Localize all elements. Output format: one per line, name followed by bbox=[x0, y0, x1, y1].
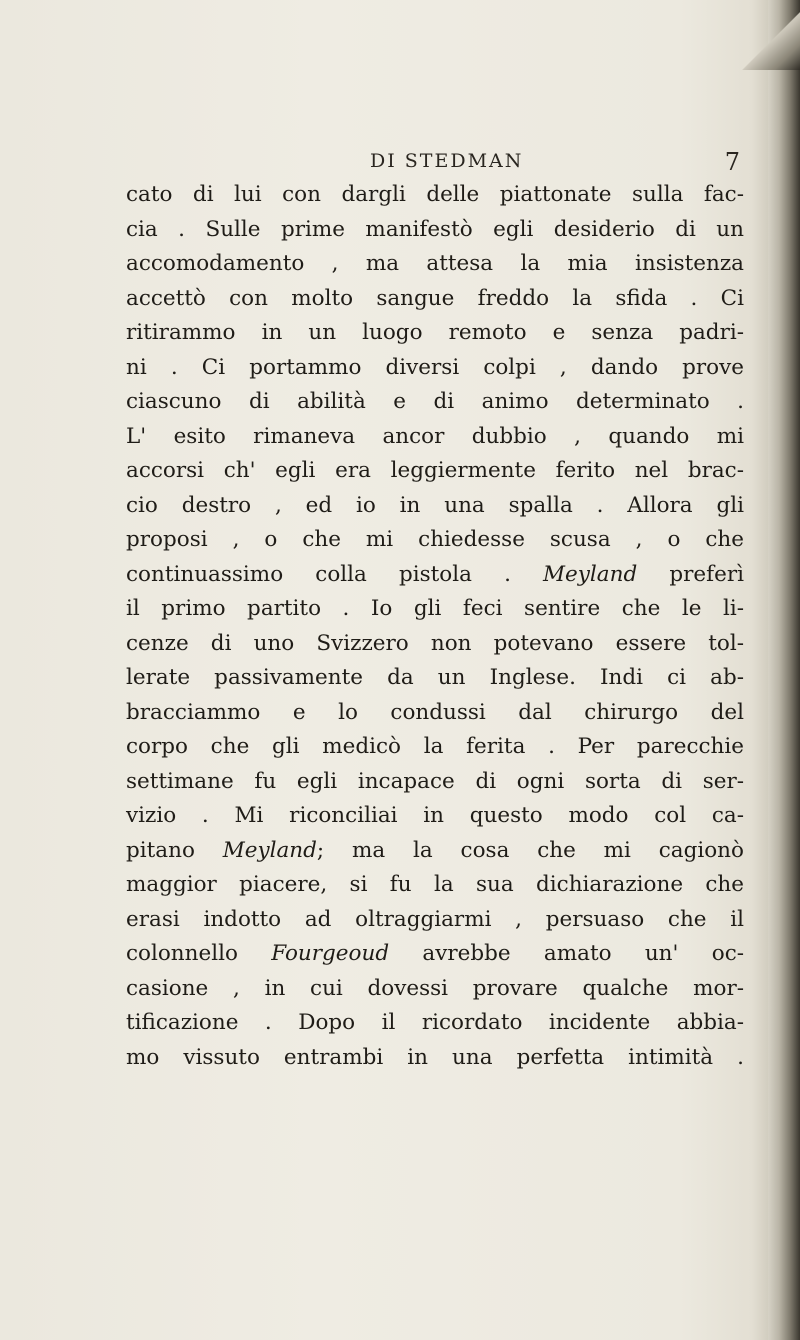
text-line: settimane fu egli incapace di ogni sorta di ser- bbox=[126, 768, 744, 794]
italic-name: Meyland bbox=[222, 837, 317, 863]
text-line: ciascuno di abilità e di animo determinato . bbox=[126, 389, 744, 414]
italic-name: Fourgeoud bbox=[271, 941, 390, 966]
text-line: corpo che gli medicò la ferita . Per parecchie bbox=[126, 734, 744, 759]
text-line: L' esito rimaneva ancor dubbio , quando mi bbox=[126, 423, 744, 449]
text-line: erasi indotto ad oltraggiarmi , persuaso che il bbox=[126, 906, 744, 932]
page-edge bbox=[768, 0, 800, 1340]
page-number: 7 bbox=[724, 148, 740, 176]
text-line: mo vissuto entrambi in una perfetta intimità . bbox=[126, 1044, 744, 1070]
text-line: ritirammo in un luogo remoto e senza padri- bbox=[126, 320, 744, 345]
text-line: accorsi ch' egli era leggiermente ferito nel brac- bbox=[126, 458, 744, 483]
text-line: il primo partito . Io gli feci sentire che le li- bbox=[126, 596, 744, 621]
body-text bbox=[126, 178, 744, 1075]
text-line: vizio . Mi riconciliai in questo modo col ca- bbox=[126, 803, 744, 828]
text-line: accettò con molto sangue freddo la sfida . Ci bbox=[126, 285, 744, 311]
text-line: cia . Sulle prime manifestò egli desiderio di un bbox=[126, 216, 744, 242]
text-line: tificazione . Dopo il ricordato incidente abbia- bbox=[126, 1010, 744, 1035]
text-line: lerate passivamente da un Inglese. Indi ci ab- bbox=[126, 665, 744, 690]
text-line: cato di lui con dargli delle piattonate sulla fac- bbox=[126, 182, 744, 207]
text-line: proposi , o che mi chiedesse scusa , o che bbox=[126, 527, 744, 552]
text-line: ni . Ci portammo diversi colpi , dando prove bbox=[126, 354, 744, 380]
text-line: colonnello Fourgeoud avrebbe amato un' oc- bbox=[126, 941, 744, 966]
text-line: accomodamento , ma attesa la mia insistenza bbox=[126, 251, 744, 276]
text-line: maggior piacere, si fu la sua dichiarazione che bbox=[126, 872, 744, 897]
text-line: cenze di uno Svizzero non potevano essere tol- bbox=[126, 630, 744, 656]
text-line: casione , in cui dovessi provare qualche mor- bbox=[126, 975, 744, 1001]
text-line: continuassimo colla pistola . Meyland preferì bbox=[126, 561, 744, 587]
text-line: pitano Meyland; ma la cosa che mi cagionò bbox=[126, 837, 744, 863]
page-header bbox=[120, 150, 740, 180]
page-corner bbox=[740, 0, 800, 70]
text-line: bracciammo e lo condussi dal chirurgo del bbox=[126, 699, 744, 725]
running-head: DI STEDMAN bbox=[370, 150, 524, 172]
text-line: cio destro , ed io in una spalla . Allora gli bbox=[126, 492, 744, 518]
italic-name: Meyland bbox=[543, 561, 638, 587]
